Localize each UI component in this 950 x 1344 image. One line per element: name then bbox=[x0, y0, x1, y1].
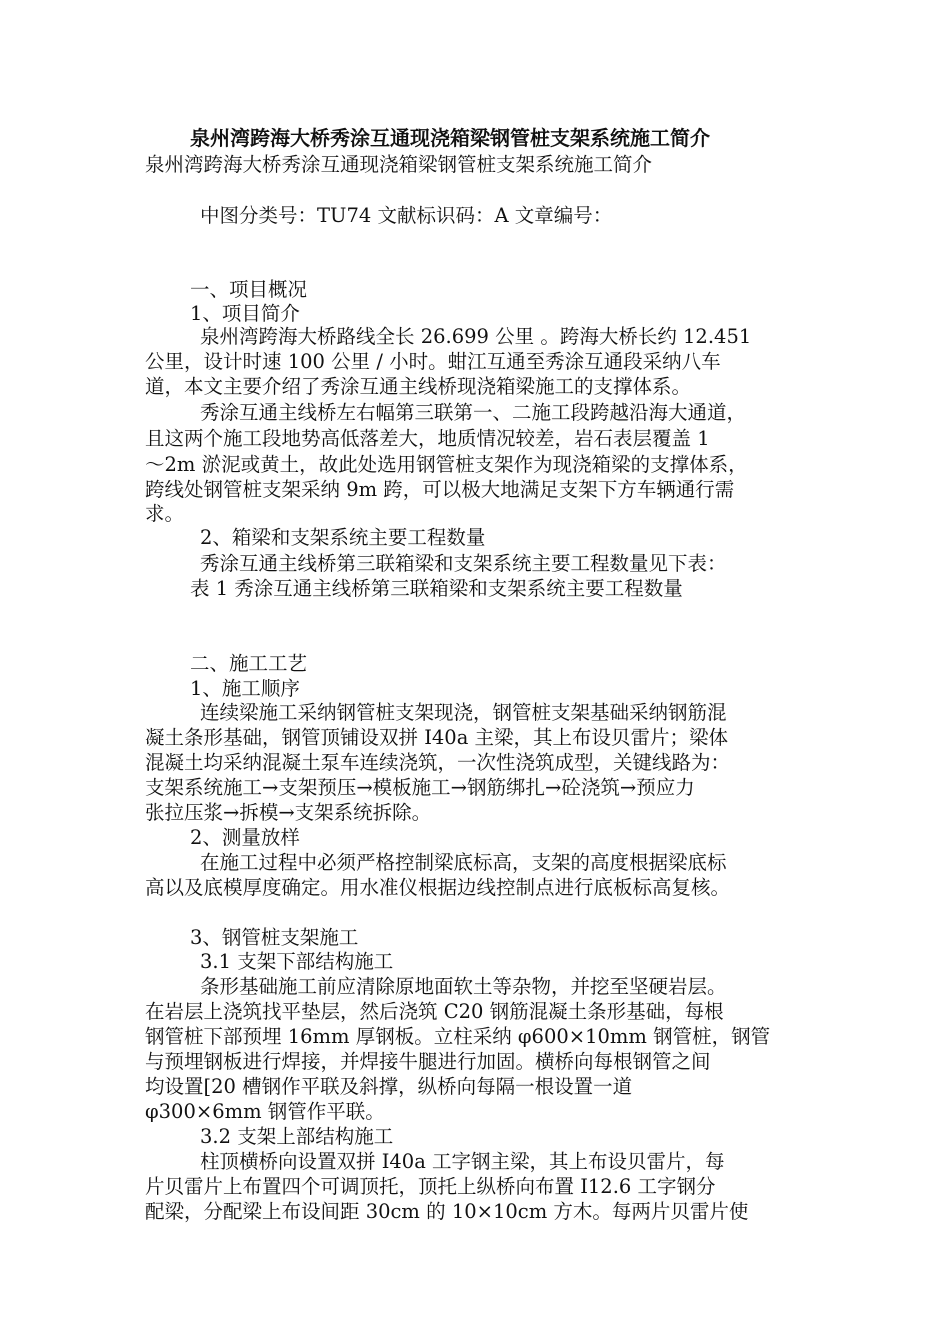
paragraph-line: 片贝雷片上布置四个可调顶托，顶托上纵桥向布置 I12.6 工字钢分 bbox=[145, 1175, 716, 1198]
section-heading: 一、项目概况 bbox=[190, 278, 308, 301]
paragraph-line: 公里，设计时速 100 公里 / 小时。蚶江互通至秀涂互通段采纳八车 bbox=[145, 350, 721, 373]
paragraph-line: 连续梁施工采纳钢管桩支架现浇，钢管桩支架基础采纳钢筋混 bbox=[200, 701, 727, 724]
paragraph-line: 条形基础施工前应清除原地面软土等杂物，并挖至坚硬岩层。 bbox=[200, 975, 727, 998]
document-subtitle: 泉州湾跨海大桥秀涂互通现浇箱梁钢管桩支架系统施工简介 bbox=[145, 153, 653, 176]
subsection-heading: 2、箱梁和支架系统主要工程数量 bbox=[200, 526, 486, 549]
paragraph-line: 与预埋钢板进行焊接，并焊接牛腿进行加固。横桥向每根钢管之间 bbox=[145, 1050, 711, 1073]
document-title: 泉州湾跨海大桥秀涂互通现浇箱梁钢管桩支架系统施工简介 bbox=[190, 126, 710, 150]
paragraph-line: 柱顶横桥向设置双拼 I40a 工字钢主梁，其上布设贝雷片，每 bbox=[200, 1150, 725, 1173]
section-heading: 二、施工工艺 bbox=[190, 652, 308, 675]
paragraph-line: 凝土条形基础，钢管顶铺设双拼 I40a 主梁，其上布设贝雷片；梁体 bbox=[145, 726, 729, 749]
paragraph-line: 在岩层上浇筑找平垫层，然后浇筑 C20 钢筋混凝土条形基础，每根 bbox=[145, 1000, 724, 1023]
subsection-heading: 1、施工顺序 bbox=[190, 677, 300, 700]
paragraph-line: φ300×6mm 钢管作平联。 bbox=[145, 1100, 385, 1123]
table-caption: 表 1 秀涂互通主线桥第三联箱梁和支架系统主要工程数量 bbox=[190, 577, 683, 600]
paragraph-line: 高以及底模厚度确定。用水准仪根据边线控制点进行底板标高复核。 bbox=[145, 876, 731, 899]
subsection-heading: 1、项目简介 bbox=[190, 302, 300, 325]
paragraph-line: 混凝土均采纳混凝土泵车连续浇筑，一次性浇筑成型，关键线路为： bbox=[145, 751, 731, 774]
paragraph-line: 在施工过程中必须严格控制梁底标高，支架的高度根据梁底标 bbox=[200, 851, 727, 874]
paragraph-line: 均设置[20 槽钢作平联及斜撑，纵桥向每隔一根设置一道 bbox=[145, 1075, 633, 1098]
paragraph-line: 配梁，分配梁上布设间距 30cm 的 10×10cm 方木。每两片贝雷片使 bbox=[145, 1200, 749, 1223]
paragraph-line: 求。 bbox=[145, 502, 185, 525]
paragraph-line: 道，本文主要介绍了秀涂互通主线桥现浇箱梁施工的支撑体系。 bbox=[145, 375, 692, 398]
classification-line: 中图分类号：TU74 文献标识码：A 文章编号： bbox=[200, 204, 613, 227]
paragraph-line: 支架系统施工→支架预压→模板施工→钢筋绑扎→砼浇筑→预应力 bbox=[145, 776, 695, 799]
paragraph-line: 秀涂互通主线桥左右幅第三联第一、二施工段跨越沿海大通道， bbox=[200, 401, 747, 424]
subsection-heading: 3、钢管桩支架施工 bbox=[190, 926, 359, 949]
paragraph-line: ～2m 淤泥或黄土，故此处选用钢管桩支架作为现浇箱梁的支撑体系， bbox=[145, 453, 748, 476]
paragraph-line: 秀涂互通主线桥第三联箱梁和支架系统主要工程数量见下表： bbox=[200, 552, 727, 575]
paragraph-line: 且这两个施工段地势高低落差大，地质情况较差，岩石表层覆盖 1 bbox=[145, 427, 710, 450]
subsection-heading: 2、测量放样 bbox=[190, 826, 300, 849]
paragraph-line: 张拉压浆→拆模→支架系统拆除。 bbox=[145, 801, 432, 824]
paragraph-line: 跨线处钢管桩支架采纳 9m 跨，可以极大地满足支架下方车辆通行需 bbox=[145, 478, 735, 501]
subsection-heading: 3.2 支架上部结构施工 bbox=[200, 1125, 394, 1148]
paragraph-line: 钢管桩下部预埋 16mm 厚钢板。立柱采纳 φ600×10mm 钢管桩，钢管 bbox=[145, 1025, 771, 1048]
paragraph-line: 泉州湾跨海大桥路线全长 26.699 公里 。跨海大桥长约 12.451 bbox=[200, 325, 752, 348]
subsection-heading: 3.1 支架下部结构施工 bbox=[200, 950, 394, 973]
